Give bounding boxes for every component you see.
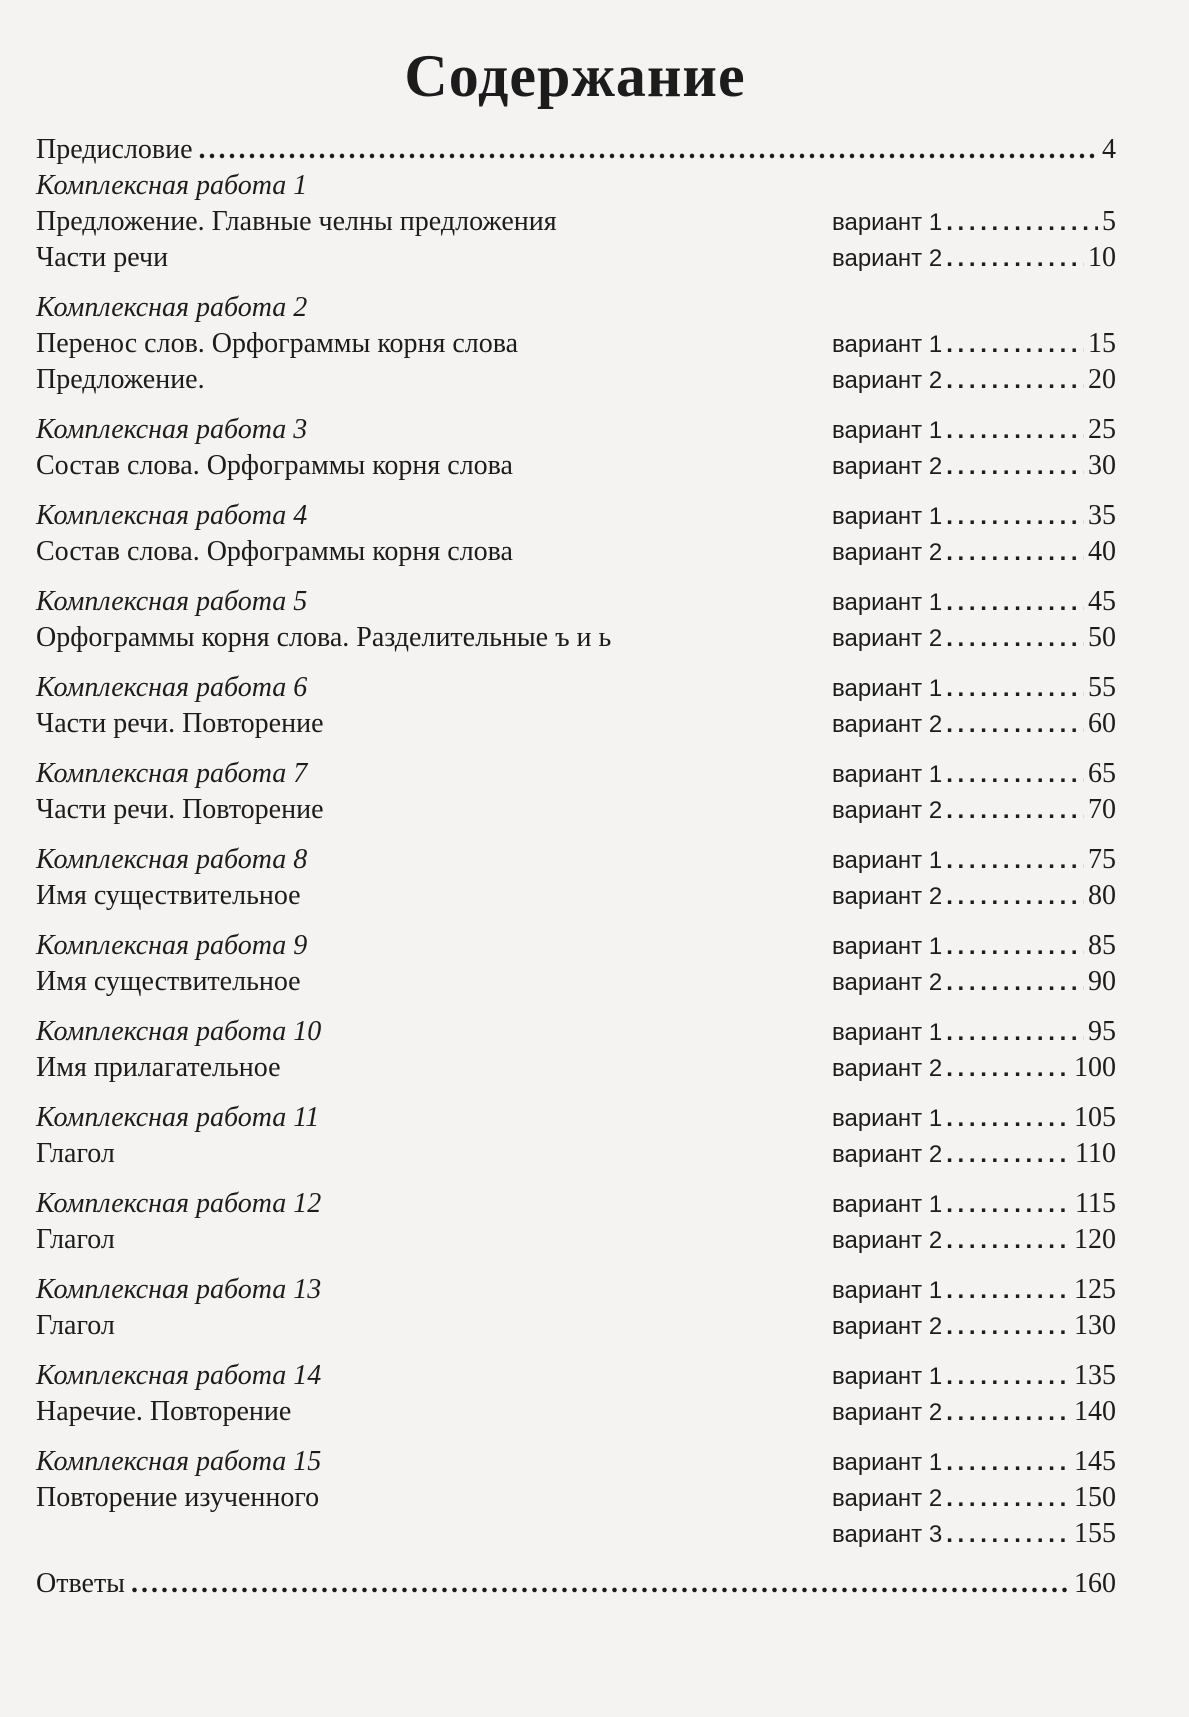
dot-leader <box>946 929 1084 965</box>
dot-leader <box>946 965 1084 1001</box>
variant-label: вариант 2 <box>832 245 943 272</box>
section-heading: Комплексная работа 15 <box>36 1446 322 1477</box>
toc-entry-label: Имя существительное <box>36 966 301 997</box>
section-heading: Комплексная работа 4 <box>36 500 308 531</box>
variant-label: вариант 2 <box>832 797 943 824</box>
section-heading: Комплексная работа 5 <box>36 586 308 617</box>
toc-entry <box>36 1272 1116 1308</box>
toc-entry <box>36 706 1116 742</box>
variant-label: вариант 2 <box>832 711 943 738</box>
page-number: 4 <box>1102 134 1116 165</box>
variant-label: вариант 1 <box>832 209 943 236</box>
variant-reference <box>832 1358 1116 1395</box>
page-number: 70 <box>1088 794 1116 825</box>
variant-label: вариант 1 <box>832 1191 943 1218</box>
page-number: 90 <box>1088 966 1116 997</box>
dot-leader <box>946 241 1084 277</box>
toc-entry <box>36 290 1116 326</box>
variant-label: вариант 2 <box>832 1399 943 1426</box>
page-number: 160 <box>1074 1568 1116 1599</box>
toc-entry <box>36 1444 1116 1480</box>
dot-leader <box>946 757 1084 793</box>
section-heading: Комплексная работа 6 <box>36 672 308 703</box>
toc-entry-label: Орфограммы корня слова. Разделительные ъ и ь <box>36 622 612 653</box>
section-heading: Комплексная работа 9 <box>36 930 308 961</box>
toc-entry <box>36 1308 1116 1344</box>
toc-entry <box>36 792 1116 828</box>
variant-reference <box>832 1186 1116 1223</box>
dot-leader <box>946 1101 1070 1137</box>
toc-entry <box>36 1222 1116 1258</box>
dot-leader <box>946 1359 1070 1395</box>
variant-reference <box>832 1136 1116 1173</box>
spacer <box>36 742 1116 756</box>
variant-reference <box>832 240 1116 277</box>
page-number: 45 <box>1088 586 1116 617</box>
toc-entry-label: Имя существительное <box>36 880 301 911</box>
page-number: 30 <box>1088 450 1116 481</box>
dot-leader <box>946 843 1084 879</box>
variant-reference <box>832 928 1116 965</box>
toc-entry-label: Глагол <box>36 1310 115 1341</box>
variant-reference <box>832 1272 1116 1309</box>
variant-label: вариант 1 <box>832 331 943 358</box>
dot-leader <box>946 1445 1070 1481</box>
variant-label: вариант 3 <box>832 1521 943 1548</box>
variant-reference <box>832 498 1116 535</box>
toc-entry-label: Части речи <box>36 242 169 273</box>
variant-reference <box>832 620 1116 657</box>
variant-reference <box>832 1394 1116 1431</box>
toc-entry <box>36 168 1116 204</box>
dot-leader <box>946 671 1084 707</box>
toc-entry <box>36 1050 1116 1086</box>
variant-label: вариант 1 <box>832 675 943 702</box>
dot-leader <box>946 1051 1070 1087</box>
dot-leader <box>946 413 1084 449</box>
page-number: 105 <box>1074 1102 1116 1133</box>
toc-entry <box>36 204 1116 240</box>
dot-leader <box>946 1187 1071 1223</box>
toc-entry-label: Предложение. Главные челны предложения <box>36 206 557 237</box>
toc-entry <box>36 326 1116 362</box>
variant-label: вариант 2 <box>832 367 943 394</box>
dot-leader <box>946 1395 1070 1431</box>
toc-entry-label: Глагол <box>36 1138 115 1169</box>
toc-entry <box>36 412 1116 448</box>
dot-leader <box>946 707 1084 743</box>
spacer <box>36 1000 1116 1014</box>
page-number: 80 <box>1088 880 1116 911</box>
section-heading: Комплексная работа 11 <box>36 1102 320 1133</box>
toc-entry <box>36 448 1116 484</box>
toc-entry-label: Предложение. <box>36 364 205 395</box>
dot-leader <box>946 205 1098 241</box>
page-number: 130 <box>1074 1310 1116 1341</box>
variant-reference <box>832 878 1116 915</box>
toc-entry-label: Состав слова. Орфограммы корня слова <box>36 450 513 481</box>
table-of-contents <box>36 132 1116 1602</box>
dot-leader <box>946 879 1084 915</box>
spacer <box>36 1344 1116 1358</box>
variant-label: вариант 2 <box>832 1055 943 1082</box>
toc-entry <box>36 498 1116 534</box>
toc-entry <box>36 1394 1116 1430</box>
toc-entry-label: Повторение изученного <box>36 1482 320 1513</box>
variant-reference <box>832 1308 1116 1345</box>
spacer <box>36 828 1116 842</box>
variant-reference <box>832 448 1116 485</box>
variant-label: вариант 1 <box>832 1449 943 1476</box>
toc-entry-label: Ответы <box>36 1568 125 1599</box>
variant-reference <box>832 584 1116 621</box>
toc-entry <box>36 534 1116 570</box>
variant-label: вариант 1 <box>832 417 943 444</box>
section-heading: Комплексная работа 8 <box>36 844 308 875</box>
spacer <box>36 570 1116 584</box>
dot-leader <box>946 327 1084 363</box>
dot-leader <box>946 793 1084 829</box>
toc-entry-label: Части речи. Повторение <box>36 794 324 825</box>
variant-reference <box>832 1014 1116 1051</box>
page-number: 15 <box>1088 328 1116 359</box>
dot-leader <box>946 1273 1070 1309</box>
variant-label: вариант 2 <box>832 1485 943 1512</box>
dot-leader <box>131 1566 1068 1602</box>
page-number: 125 <box>1074 1274 1116 1305</box>
toc-entry <box>36 1358 1116 1394</box>
spacer <box>36 1430 1116 1444</box>
variant-reference <box>832 792 1116 829</box>
variant-reference <box>832 670 1116 707</box>
variant-reference <box>832 534 1116 571</box>
variant-reference <box>832 1100 1116 1137</box>
variant-label: вариант 1 <box>832 589 943 616</box>
section-heading: Комплексная работа 7 <box>36 758 308 789</box>
toc-entry <box>36 1186 1116 1222</box>
page-number: 120 <box>1074 1224 1116 1255</box>
toc-entry <box>36 964 1116 1000</box>
page-number: 35 <box>1088 500 1116 531</box>
toc-entry <box>36 928 1116 964</box>
page-number: 145 <box>1074 1446 1116 1477</box>
toc-entry <box>36 670 1116 706</box>
variant-label: вариант 1 <box>832 1105 943 1132</box>
page-number: 110 <box>1075 1138 1116 1169</box>
toc-entry <box>36 842 1116 878</box>
variant-label: вариант 1 <box>832 1277 943 1304</box>
section-heading: Комплексная работа 12 <box>36 1188 322 1219</box>
page-number: 100 <box>1074 1052 1116 1083</box>
toc-entry-label: Части речи. Повторение <box>36 708 324 739</box>
toc-entry <box>36 1014 1116 1050</box>
toc-entry <box>36 620 1116 656</box>
toc-entry-line <box>36 132 1116 168</box>
spacer <box>36 656 1116 670</box>
page-number: 55 <box>1088 672 1116 703</box>
section-heading: Комплексная работа 13 <box>36 1274 322 1305</box>
variant-label: вариант 1 <box>832 761 943 788</box>
variant-label: вариант 2 <box>832 539 943 566</box>
page-number: 155 <box>1074 1518 1116 1549</box>
section-heading: Комплексная работа 3 <box>36 414 308 445</box>
variant-reference <box>832 204 1116 241</box>
page-number: 5 <box>1102 206 1116 237</box>
variant-label: вариант 1 <box>832 1363 943 1390</box>
toc-entry <box>36 756 1116 792</box>
dot-leader <box>946 449 1084 485</box>
variant-label: вариант 2 <box>832 1227 943 1254</box>
section-heading: Комплексная работа 2 <box>36 292 308 323</box>
dot-leader <box>946 1517 1070 1553</box>
section-heading: Комплексная работа 1 <box>36 170 308 201</box>
dot-leader <box>946 585 1084 621</box>
variant-label: вариант 2 <box>832 1141 943 1168</box>
page-number: 60 <box>1088 708 1116 739</box>
dot-leader <box>946 1137 1071 1173</box>
variant-label: вариант 2 <box>832 883 943 910</box>
section-heading: Комплексная работа 10 <box>36 1016 322 1047</box>
variant-reference <box>832 964 1116 1001</box>
toc-entry <box>36 1480 1116 1516</box>
toc-entry-label: Наречие. Повторение <box>36 1396 292 1427</box>
toc-entry <box>36 132 1116 168</box>
dot-leader <box>946 363 1084 399</box>
page-number: 40 <box>1088 536 1116 567</box>
toc-entry <box>36 1566 1116 1602</box>
spacer <box>36 914 1116 928</box>
page-number: 50 <box>1088 622 1116 653</box>
spacer <box>36 1552 1116 1566</box>
toc-entry <box>36 1136 1116 1172</box>
variant-reference <box>832 1480 1116 1517</box>
toc-entry <box>36 878 1116 914</box>
variant-reference <box>832 1516 1116 1553</box>
page-number: 115 <box>1075 1188 1116 1219</box>
dot-leader <box>199 132 1096 168</box>
variant-label: вариант 1 <box>832 1019 943 1046</box>
variant-reference <box>832 756 1116 793</box>
toc-entry <box>36 240 1116 276</box>
toc-entry-label: Состав слова. Орфограммы корня слова <box>36 536 513 567</box>
dot-leader <box>946 1015 1084 1051</box>
variant-label: вариант 2 <box>832 1313 943 1340</box>
toc-entry <box>36 362 1116 398</box>
variant-label: вариант 1 <box>832 847 943 874</box>
variant-reference <box>832 1444 1116 1481</box>
toc-entry-label: Перенос слов. Орфограммы корня слова <box>36 328 519 359</box>
page-number: 150 <box>1074 1482 1116 1513</box>
toc-entry-label: Имя прилагательное <box>36 1052 281 1083</box>
variant-reference <box>832 326 1116 363</box>
spacer <box>36 484 1116 498</box>
toc-entry-label: Глагол <box>36 1224 115 1255</box>
page-number: 10 <box>1088 242 1116 273</box>
dot-leader <box>946 621 1084 657</box>
variant-label: вариант 1 <box>832 933 943 960</box>
dot-leader <box>946 1309 1070 1345</box>
variant-label: вариант 2 <box>832 453 943 480</box>
page-number: 140 <box>1074 1396 1116 1427</box>
variant-reference <box>832 362 1116 399</box>
spacer <box>36 398 1116 412</box>
spacer <box>36 276 1116 290</box>
page-number: 135 <box>1074 1360 1116 1391</box>
variant-label: вариант 2 <box>832 969 943 996</box>
dot-leader <box>946 1223 1070 1259</box>
page-number: 95 <box>1088 1016 1116 1047</box>
toc-entry <box>36 1516 1116 1552</box>
section-heading: Комплексная работа 14 <box>36 1360 322 1391</box>
variant-label: вариант 1 <box>832 503 943 530</box>
variant-reference <box>832 706 1116 743</box>
page-number: 65 <box>1088 758 1116 789</box>
page-title: Содержание <box>404 43 746 109</box>
variant-label: вариант 2 <box>832 625 943 652</box>
variant-reference <box>832 412 1116 449</box>
spacer <box>36 1258 1116 1272</box>
dot-leader <box>946 1481 1070 1517</box>
page-number: 25 <box>1088 414 1116 445</box>
variant-reference <box>832 1222 1116 1259</box>
variant-reference <box>832 1050 1116 1087</box>
page-number: 75 <box>1088 844 1116 875</box>
toc-entry-line <box>36 1566 1116 1602</box>
dot-leader <box>946 535 1084 571</box>
toc-entry <box>36 584 1116 620</box>
spacer <box>36 1172 1116 1186</box>
page-number: 85 <box>1088 930 1116 961</box>
dot-leader <box>946 499 1084 535</box>
variant-reference <box>832 842 1116 879</box>
toc-entry <box>36 1100 1116 1136</box>
toc-entry-label: Предисловие <box>36 134 193 165</box>
page-number: 20 <box>1088 364 1116 395</box>
spacer <box>36 1086 1116 1100</box>
